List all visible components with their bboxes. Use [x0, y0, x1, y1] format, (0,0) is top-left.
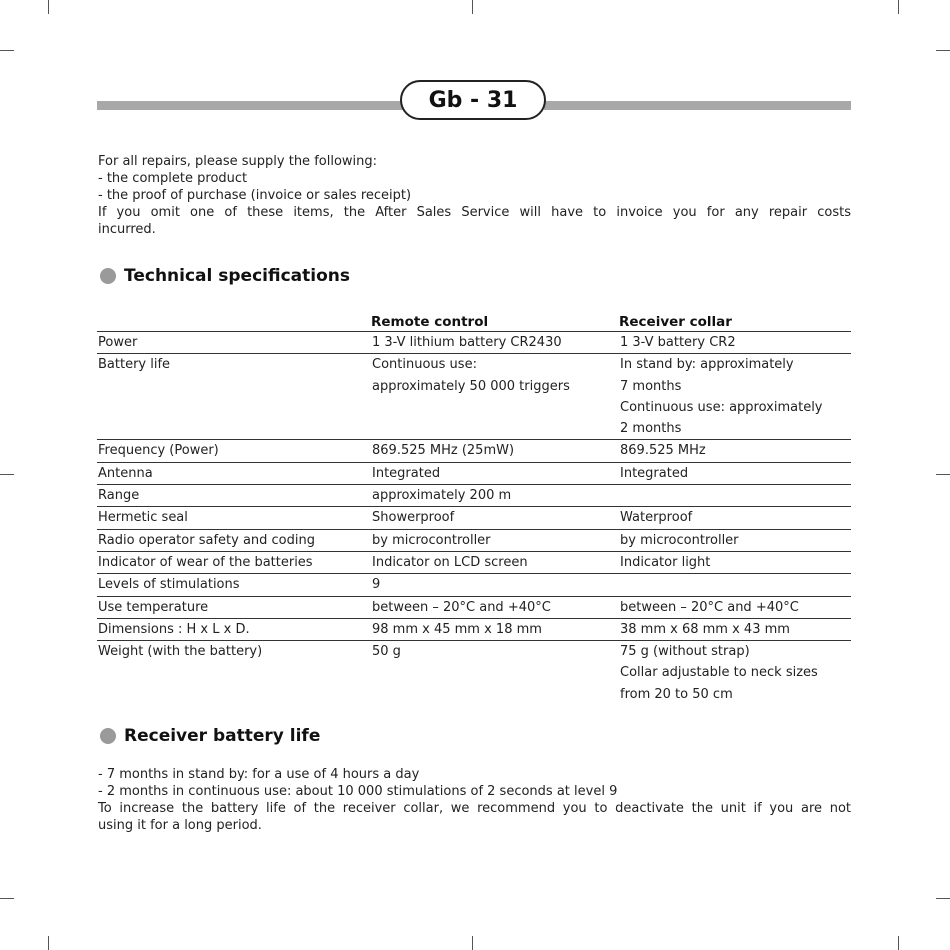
specifications-table — [97, 311, 851, 705]
technical-specifications-heading — [100, 266, 350, 286]
spec-collar-value: 1 3-V battery CR2 — [620, 335, 736, 350]
battery-line: - 7 months in stand by: for a use of 4 hours a day — [98, 767, 420, 782]
spec-remote-cell — [371, 596, 619, 618]
header-cell — [97, 311, 371, 332]
spec-remote-cell — [371, 641, 619, 705]
table-row — [97, 551, 851, 573]
spec-remote-value: Showerproof — [372, 510, 455, 526]
header-bar-left — [97, 101, 403, 110]
receiver-battery-life-heading — [100, 726, 320, 746]
spec-label: Dimensions : H x L x D. — [97, 618, 371, 640]
spec-collar-value: 38 mm x 68 mm x 43 mm — [620, 621, 790, 637]
table-row — [97, 462, 851, 484]
spec-remote-cell — [371, 574, 619, 596]
spec-label: Hermetic seal — [97, 507, 371, 529]
header-cell: Remote control — [371, 311, 619, 332]
crop-mark — [898, 0, 899, 14]
spec-remote-value: 1 3-V lithium battery CR2430 — [372, 335, 562, 350]
spec-remote-value: Continuous use: — [372, 357, 477, 373]
spec-collar-value: Collar adjustable to neck sizes — [620, 665, 818, 681]
crop-mark — [936, 50, 950, 51]
spec-remote-value: by microcontroller — [372, 532, 491, 548]
table-row — [97, 574, 851, 596]
intro-line: incurred. — [98, 222, 156, 237]
spec-collar-cell — [619, 618, 851, 640]
spec-label: Frequency (Power) — [97, 440, 371, 462]
spec-collar-value: Indicator light — [620, 554, 711, 570]
spec-collar-cell — [619, 440, 851, 462]
crop-mark — [898, 936, 899, 950]
crop-mark — [472, 0, 473, 14]
table-row — [97, 641, 851, 705]
spec-remote-cell — [371, 485, 619, 507]
spec-label: Battery life — [97, 354, 371, 440]
spec-collar-value — [620, 574, 851, 595]
spec-collar-value: by microcontroller — [620, 532, 739, 548]
crop-mark — [48, 0, 49, 14]
spec-collar-value: In stand by: approximately — [620, 357, 794, 373]
battery-line: using it for a long period. — [98, 818, 262, 833]
crop-mark — [48, 936, 49, 950]
spec-remote-value: 50 g — [372, 644, 401, 660]
spec-label: Use temperature — [97, 596, 371, 618]
crop-mark — [0, 474, 14, 475]
spec-label: Antenna — [97, 462, 371, 484]
table-row — [97, 596, 851, 618]
crop-mark — [472, 936, 473, 950]
section-title: Technical specifications — [124, 266, 350, 286]
table-row — [97, 332, 851, 354]
bullet-icon — [100, 268, 116, 284]
spec-collar-cell — [619, 507, 851, 529]
repair-instructions — [98, 153, 851, 238]
spec-remote-cell — [371, 618, 619, 640]
spec-label: Levels of stimulations — [97, 574, 371, 596]
table-row — [97, 354, 851, 440]
spec-remote-value: 9 — [372, 577, 381, 593]
spec-collar-value: Continuous use: approximately — [620, 399, 823, 415]
spec-label: Indicator of wear of the batteries — [97, 551, 371, 573]
spec-label: Weight (with the battery) — [98, 644, 263, 660]
spec-remote-value: 98 mm x 45 mm x 18 mm — [372, 621, 542, 637]
intro-line: - the proof of purchase (invoice or sales receipt) — [98, 188, 412, 203]
intro-line: If you omit one of these items, the After Sales Service will have to invoice you for any repair costs — [98, 205, 851, 220]
header-bar-right — [544, 101, 851, 110]
table-row — [97, 618, 851, 640]
spec-collar-value: Integrated — [620, 465, 689, 481]
spec-label: Power — [97, 332, 371, 354]
table-row — [97, 507, 851, 529]
crop-mark — [936, 474, 950, 475]
spec-collar-cell — [619, 332, 851, 354]
bullet-icon — [100, 728, 116, 744]
battery-life-text — [98, 766, 851, 834]
crop-mark — [0, 898, 14, 899]
crop-mark — [0, 50, 14, 51]
spec-collar-cell — [619, 596, 851, 618]
spec-remote-value: approximately 50 000 triggers — [372, 378, 570, 394]
page-number-badge: Gb - 31 — [400, 80, 546, 120]
spec-collar-value: between – 20°C and +40°C — [620, 599, 799, 615]
spec-label: Range — [97, 485, 371, 507]
spec-collar-value: 2 months — [620, 421, 682, 437]
spec-remote-value: 869.525 MHz (25mW) — [372, 443, 515, 459]
spec-collar-value: Waterproof — [620, 510, 693, 526]
spec-collar-cell — [619, 354, 851, 440]
table-header-row — [97, 311, 851, 332]
crop-mark — [936, 898, 950, 899]
spec-collar-cell — [619, 641, 851, 705]
intro-line: For all repairs, please supply the following: — [98, 154, 378, 169]
spec-collar-value: from 20 to 50 cm — [620, 686, 733, 702]
spec-remote-cell — [371, 551, 619, 573]
intro-line: - the complete product — [98, 171, 248, 186]
spec-remote-cell — [371, 332, 619, 354]
spec-remote-value: Integrated — [372, 465, 441, 481]
spec-collar-cell — [619, 574, 851, 596]
spec-collar-value: 869.525 MHz — [620, 443, 706, 459]
battery-line: To increase the battery life of the receiver collar, we recommend you to deactivate the unit if you are not — [98, 801, 851, 816]
header-cell: Receiver collar — [619, 311, 851, 332]
spec-remote-cell — [371, 529, 619, 551]
table-row — [97, 529, 851, 551]
spec-remote-cell — [371, 354, 619, 440]
battery-line: - 2 months in continuous use: about 10 000 stimulations of 2 seconds at level 9 — [98, 784, 618, 799]
spec-label: Radio operator safety and coding — [97, 529, 371, 551]
spec-collar-value — [620, 485, 851, 506]
spec-remote-value: between – 20°C and +40°C — [372, 599, 551, 615]
spec-remote-cell — [371, 440, 619, 462]
spec-remote-value: Indicator on LCD screen — [372, 554, 528, 570]
spec-remote-cell — [371, 462, 619, 484]
spec-collar-cell — [619, 551, 851, 573]
spec-collar-cell — [619, 462, 851, 484]
spec-collar-cell — [619, 485, 851, 507]
spec-collar-value: 7 months — [620, 378, 682, 394]
section-title: Receiver battery life — [124, 726, 321, 746]
spec-remote-cell — [371, 507, 619, 529]
table-row — [97, 485, 851, 507]
spec-collar-cell — [619, 529, 851, 551]
table-row — [97, 440, 851, 462]
spec-collar-value: 75 g (without strap) — [620, 644, 750, 660]
spec-remote-value: approximately 200 m — [372, 488, 512, 504]
